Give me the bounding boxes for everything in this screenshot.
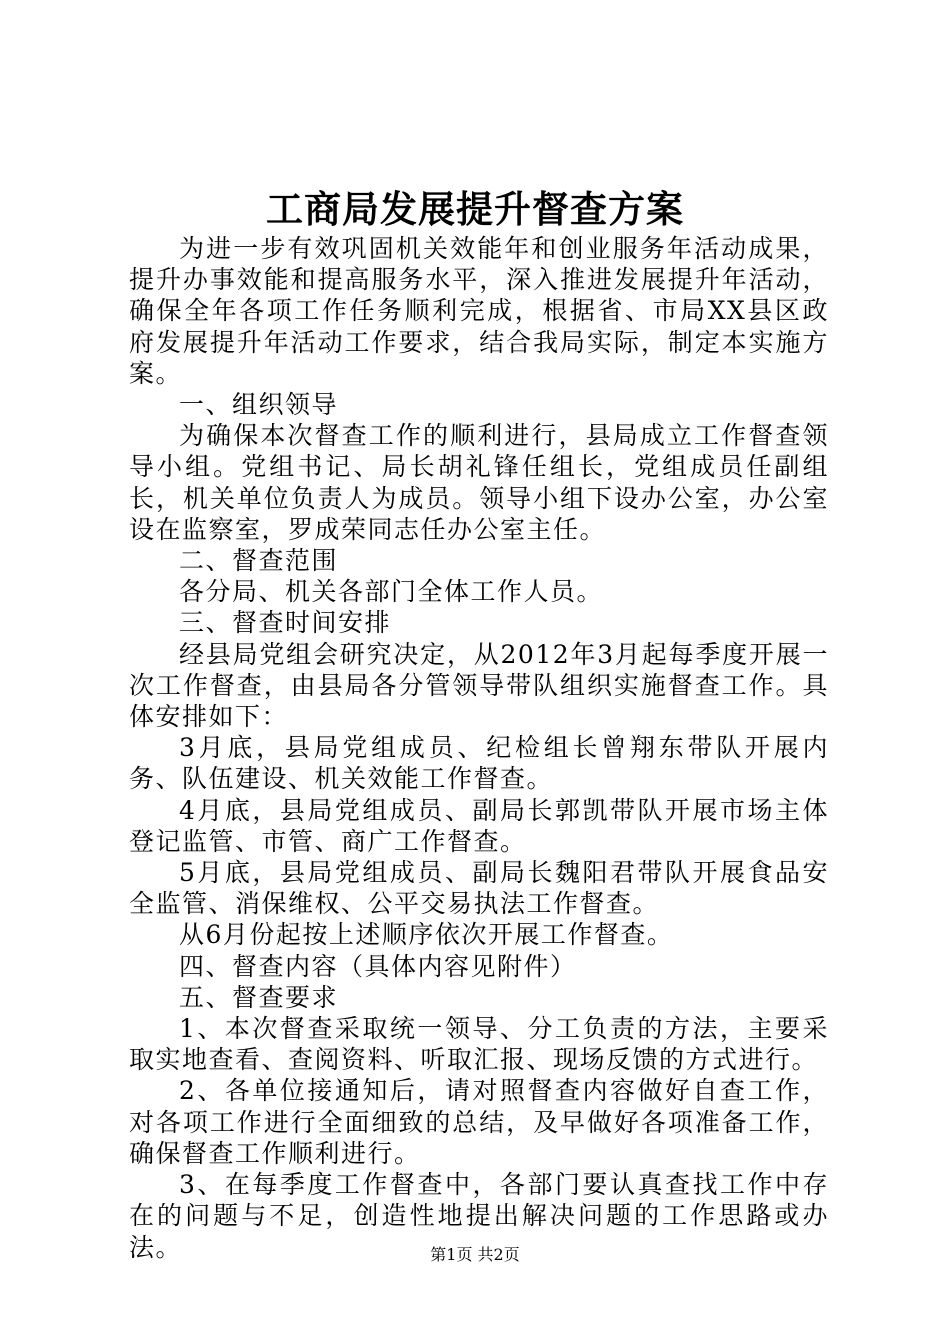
schedule-item-march: 3月底，县局党组成员、纪检组长曾翔东带队开展内务、队伍建设、机关效能工作督查。 [129, 733, 829, 794]
document-body [129, 233, 829, 1263]
section-heading-scope: 二、督查范围 [179, 546, 339, 576]
section-heading-content: 四、督查内容（具体内容见附件） [179, 951, 577, 981]
section-heading-requirements: 五、督查要求 [179, 982, 339, 1012]
requirement-item-3: 3、在每季度工作督查中，各部门要认真查找工作中存在的问题与不足，创造性地提出解决问题的工作思路或办法。 [129, 1170, 829, 1262]
schedule-item-may: 5月底，县局党组成员、副局长魏阳君带队开展食品安全监管、消保维权、公平交易执法工作督查。 [129, 858, 829, 919]
organization-paragraph: 为确保本次督查工作的顺利进行，县局成立工作督查领导小组。党组书记、局长胡礼锋任组长，党组成员任副组长，机关单位负责人为成员。领导小组下设办公室，办公室设在监察室，罗成荣同志任办公室主任。 [129, 421, 829, 544]
scope-paragraph: 各分局、机关各部门全体工作人员。 [179, 577, 604, 607]
document-title: 工商局发展提升督查方案 [266, 187, 684, 231]
section-heading-schedule: 三、督查时间安排 [179, 608, 392, 638]
schedule-item-june: 从6月份起按上述顺序依次开展工作督查。 [179, 920, 674, 950]
schedule-item-april: 4月底，县局党组成员、副局长郭凯带队开展市场主体登记监管、市管、商广工作督查。 [129, 795, 829, 856]
intro-paragraph: 为进一步有效巩固机关效能年和创业服务年活动成果，提升办事效能和提高服务水平，深入推进发展提升年活动，确保全年各项工作任务顺利完成，根据省、市局XX县区政府发展提升年活动工作要求，结合我局实际，制定本实施方案。 [129, 234, 829, 388]
requirement-item-2: 2、各单位接通知后，请对照督查内容做好自查工作，对各项工作进行全面细致的总结，及早做好各项准备工作，确保督查工作顺利进行。 [129, 1076, 829, 1168]
schedule-paragraph: 经县局党组会研究决定，从2012年3月起每季度开展一次工作督查，由县局各分管领导带队组织实施督查工作。具体安排如下： [129, 639, 829, 732]
page-number-footer: 第1页 共2页 [430, 1245, 520, 1264]
section-heading-organization: 一、组织领导 [179, 390, 339, 420]
requirement-item-1: 1、本次督查采取统一领导、分工负责的方法，主要采取实地查看、查阅资料、听取汇报、现场反馈的方式进行。 [129, 1014, 829, 1075]
